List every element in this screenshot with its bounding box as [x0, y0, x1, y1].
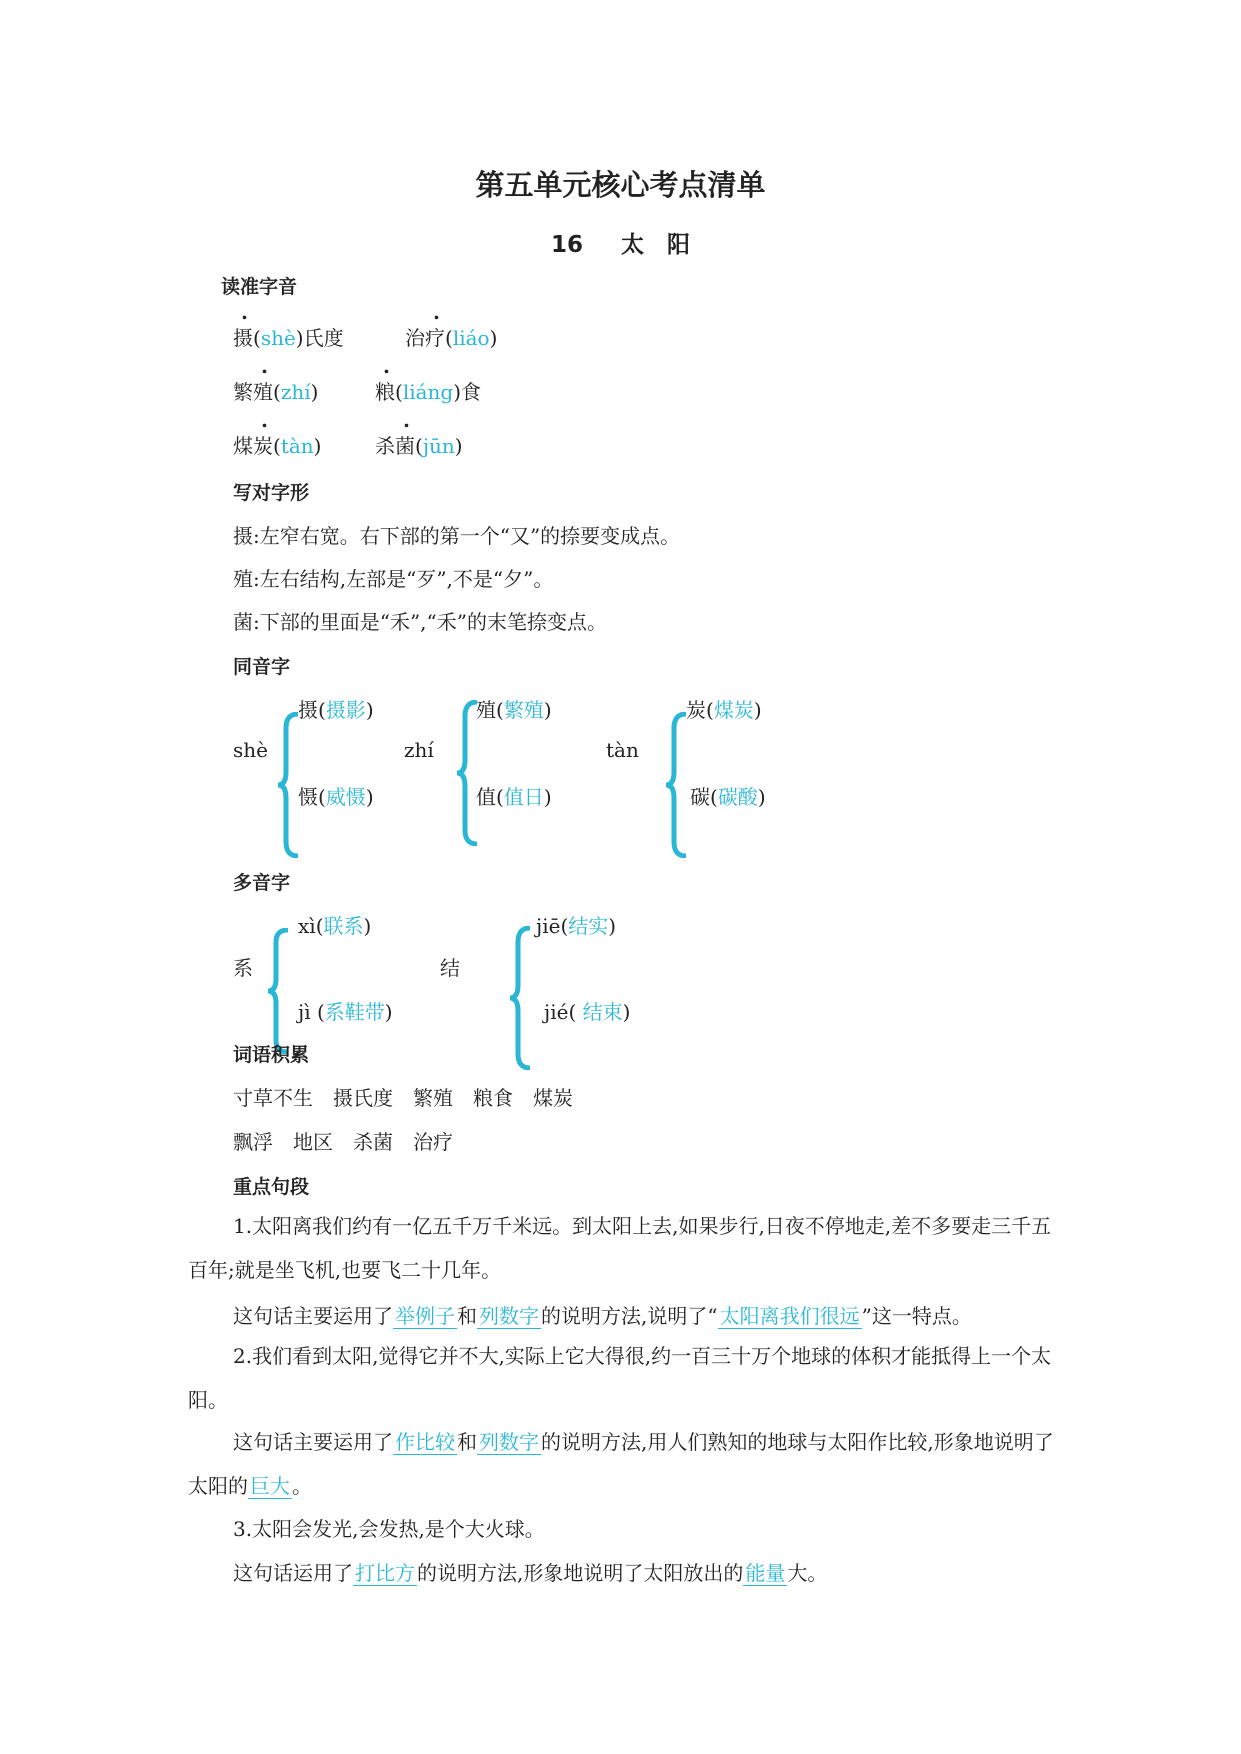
- pron-item: 杀菌(jūn): [375, 434, 463, 458]
- key-sentence: 1.太阳离我们约有一亿五千万千米远。到太阳上去,如果步行,日夜不停地走,差不多要走三千五百年;就是坐飞机,也要飞二十几年。: [188, 1214, 1052, 1282]
- brace-icon: [664, 712, 690, 858]
- homophone-sound: zhí: [404, 738, 434, 762]
- page-title: 第五单元核心考点清单: [475, 168, 766, 202]
- homophone-bottom: 值(值日): [476, 785, 552, 809]
- glyph-line: 菌:下部的里面是“禾”,“禾”的末笔捺变点。: [233, 610, 607, 634]
- glyph-line: 摄:左窄右宽。右下部的第一个“又”的捺要变成点。: [233, 524, 681, 548]
- pron-item: 治疗(liáo): [405, 326, 498, 350]
- polyphone-bottom: jì (系鞋带): [298, 1000, 393, 1024]
- homophone-sound: tàn: [606, 738, 639, 762]
- key-analysis: 这句话主要运用了 作比较 和 列数字 的说明方法,用人们熟知的地球与太阳作比较,形象地说明了太阳的 巨大 。: [188, 1430, 1054, 1498]
- section-heading-homophones: 同音字: [233, 656, 291, 678]
- lesson-name: 太 阳: [621, 232, 691, 258]
- section-heading-pronunciation: 读准字音: [221, 276, 298, 298]
- polyphone-top: xì(联系): [298, 914, 372, 938]
- pron-item: 摄(shè)氏度: [233, 326, 344, 350]
- section-heading-key: 重点句段: [233, 1176, 310, 1198]
- lesson-number: 16: [550, 232, 583, 258]
- polyphone-bottom: jié( 结束): [544, 1000, 631, 1024]
- homophone-sound: shè: [233, 738, 268, 762]
- pron-item: 粮(liáng)食: [375, 380, 482, 404]
- homophone-top: 殖(繁殖): [476, 698, 552, 722]
- section-heading-glyph: 写对字形: [233, 482, 310, 504]
- lesson-title: [0, 226, 1241, 259]
- pron-item: 煤炭(tàn): [233, 434, 322, 458]
- glyph-line: 殖:左右结构,左部是“歹”,不是“夕”。: [233, 567, 554, 591]
- homophone-bottom: 慑(威慑): [298, 785, 374, 809]
- vocab-row: 寸草不生 摄氏度 繁殖 粮食 煤炭: [233, 1086, 573, 1110]
- key-sentence: 3.太阳会发光,会发热,是个大火球。: [233, 1517, 545, 1541]
- key-analysis: 这句话主要运用了 举例子 和 列数字 的说明方法,说明了“ 太阳离我们很远 ”这一特点。: [233, 1304, 972, 1328]
- brace-icon: [266, 928, 292, 1054]
- homophone-top: 炭(煤炭): [686, 698, 762, 722]
- polyphone-top: jiē(结实): [536, 914, 617, 938]
- vocab-row: 飘浮 地区 杀菌 治疗: [233, 1130, 453, 1154]
- section-heading-vocab: 词语积累: [233, 1044, 310, 1066]
- brace-icon: [508, 926, 534, 1070]
- section-heading-polyphones: 多音字: [233, 872, 291, 894]
- pron-item: 繁殖(zhí): [233, 380, 319, 404]
- homophone-top: 摄(摄影): [298, 698, 374, 722]
- polyphone-char: 系: [233, 956, 253, 980]
- polyphone-char: 结: [440, 956, 460, 980]
- key-sentence: 2.我们看到太阳,觉得它并不大,实际上它大得很,约一百三十万个地球的体积才能抵得上一个太阳。: [188, 1344, 1052, 1412]
- homophone-bottom: 碳(碳酸): [690, 785, 766, 809]
- key-analysis: 这句话运用了 打比方 的说明方法,形象地说明了太阳放出的 能量 大。: [233, 1561, 828, 1585]
